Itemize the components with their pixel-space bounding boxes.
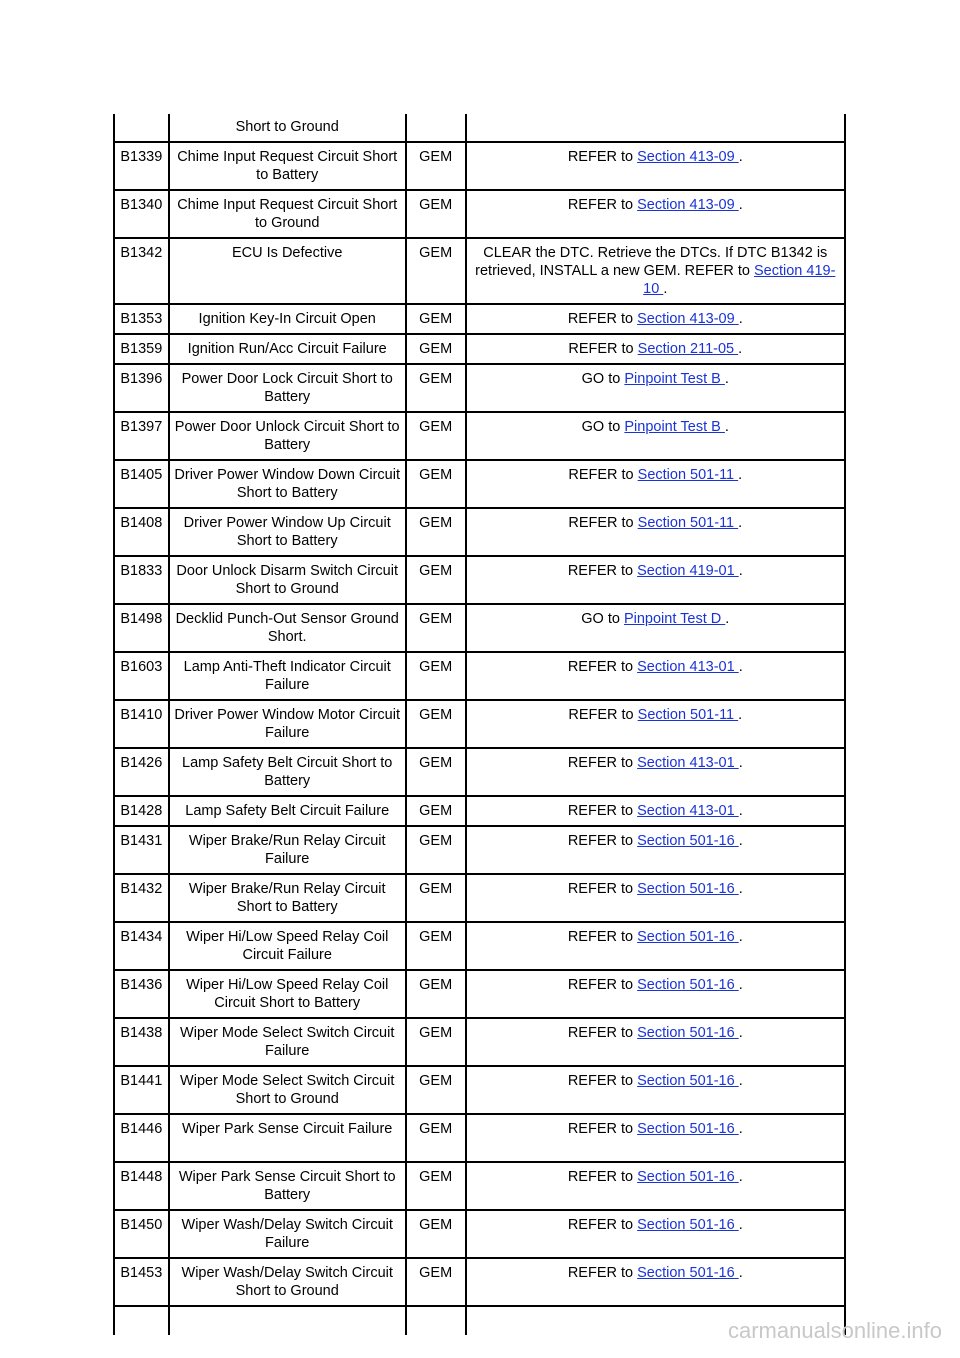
section-link[interactable]: Section 413-09 <box>637 311 739 327</box>
action-text: REFER to <box>567 659 638 675</box>
action-period: . <box>738 1217 743 1233</box>
dtc-code-cell: B1410 <box>114 700 169 748</box>
action-text: REFER to <box>567 311 638 327</box>
action-cell <box>466 364 845 412</box>
dtc-code-cell: B1339 <box>114 142 169 190</box>
action-period: . <box>738 659 743 675</box>
action-period: . <box>738 803 743 819</box>
action-cell <box>466 1210 845 1258</box>
module-cell: GEM <box>406 970 466 1018</box>
action-period: . <box>738 197 743 213</box>
action-cell <box>466 238 845 304</box>
dtc-code-cell: B1441 <box>114 1066 169 1114</box>
description-cell: Driver Power Window Down Circuit Short to Battery <box>169 460 406 508</box>
action-cell <box>466 970 845 1018</box>
action-text: REFER to <box>567 1265 638 1281</box>
dtc-code-cell: B1397 <box>114 412 169 460</box>
action-text: REFER to <box>567 755 638 771</box>
table-row <box>114 334 845 364</box>
table-row <box>114 190 845 238</box>
description-cell: Driver Power Window Up Circuit Short to Battery <box>169 508 406 556</box>
action-text: REFER to <box>568 515 638 531</box>
table-row <box>114 364 845 412</box>
empty-cell <box>114 1306 169 1335</box>
action-cell <box>466 190 845 238</box>
description-cell: Chime Input Request Circuit Short to Ground <box>169 190 406 238</box>
action-cell <box>466 508 845 556</box>
module-cell: GEM <box>406 1018 466 1066</box>
description-cell: Lamp Anti-Theft Indicator Circuit Failure <box>169 652 406 700</box>
module-cell: GEM <box>406 238 466 304</box>
description-cell: Lamp Safety Belt Circuit Failure <box>169 796 406 826</box>
dtc-code-cell: B1359 <box>114 334 169 364</box>
table-row <box>114 1066 845 1114</box>
action-text: REFER to <box>568 707 638 723</box>
description-cell: Wiper Mode Select Switch Circuit Short to Ground <box>169 1066 406 1114</box>
action-text: REFER to <box>567 929 638 945</box>
action-text: REFER to <box>567 1025 638 1041</box>
table-row <box>114 1162 845 1210</box>
action-period: . <box>738 1025 743 1041</box>
action-cell <box>466 1162 845 1210</box>
table-row <box>114 304 845 334</box>
table-row <box>114 460 845 508</box>
module-cell <box>406 114 466 142</box>
action-period: . <box>738 1169 743 1185</box>
action-cell <box>466 556 845 604</box>
action-text: CLEAR the DTC. Retrieve the DTCs. If DTC B1342 is retrieved, INSTALL a new GEM. REFER to <box>475 245 828 279</box>
action-period: . <box>738 149 743 165</box>
module-cell: GEM <box>406 460 466 508</box>
dtc-code-cell: B1396 <box>114 364 169 412</box>
dtc-code-cell: B1432 <box>114 874 169 922</box>
description-cell: Wiper Wash/Delay Switch Circuit Failure <box>169 1210 406 1258</box>
action-text: REFER to <box>567 803 638 819</box>
action-cell <box>466 1066 845 1114</box>
action-period: . <box>725 611 730 627</box>
section-link[interactable]: Section 413-01 <box>637 755 739 771</box>
table-row <box>114 1258 845 1306</box>
action-text: REFER to <box>567 977 638 993</box>
action-cell <box>466 796 845 826</box>
dtc-code-cell: B1353 <box>114 304 169 334</box>
table-row <box>114 874 845 922</box>
empty-cell <box>169 1306 406 1335</box>
action-period: . <box>724 419 729 435</box>
action-period: . <box>738 977 743 993</box>
dtc-table <box>113 114 846 1335</box>
module-cell: GEM <box>406 556 466 604</box>
dtc-code-cell: B1448 <box>114 1162 169 1210</box>
description-cell: Wiper Brake/Run Relay Circuit Failure <box>169 826 406 874</box>
module-cell: GEM <box>406 142 466 190</box>
section-link[interactable]: Pinpoint Test B <box>624 419 725 435</box>
action-cell <box>466 1258 845 1306</box>
action-period: . <box>738 467 743 483</box>
action-period: . <box>738 755 743 771</box>
action-text: REFER to <box>567 1121 638 1137</box>
description-cell: Short to Ground <box>169 114 406 142</box>
section-link[interactable]: Section 413-09 <box>637 149 739 165</box>
action-text: REFER to <box>567 881 638 897</box>
action-cell <box>466 748 845 796</box>
dtc-code-cell: B1450 <box>114 1210 169 1258</box>
section-link[interactable]: Section 501-11 <box>637 707 739 723</box>
module-cell: GEM <box>406 304 466 334</box>
action-text: REFER to <box>567 1217 638 1233</box>
action-cell <box>466 412 845 460</box>
section-link[interactable]: Section 501-16 <box>637 1073 739 1089</box>
description-cell: Driver Power Window Motor Circuit Failure <box>169 700 406 748</box>
action-cell <box>466 334 845 364</box>
action-period: . <box>738 1073 743 1089</box>
module-cell: GEM <box>406 1258 466 1306</box>
dtc-code-cell: B1438 <box>114 1018 169 1066</box>
description-cell: Wiper Wash/Delay Switch Circuit Short to Ground <box>169 1258 406 1306</box>
dtc-code-cell: B1428 <box>114 796 169 826</box>
module-cell: GEM <box>406 508 466 556</box>
dtc-code-cell: B1833 <box>114 556 169 604</box>
section-link[interactable]: Section 501-16 <box>637 1265 739 1281</box>
action-period: . <box>738 341 743 357</box>
dtc-code-cell: B1436 <box>114 970 169 1018</box>
section-link[interactable]: Section 501-16 <box>637 977 739 993</box>
description-cell: Door Unlock Disarm Switch Circuit Short to Ground <box>169 556 406 604</box>
action-cell <box>466 1114 845 1162</box>
table-row <box>114 1114 845 1162</box>
action-cell <box>466 304 845 334</box>
action-cell <box>466 1018 845 1066</box>
module-cell: GEM <box>406 412 466 460</box>
action-cell <box>466 114 845 142</box>
section-link[interactable]: Pinpoint Test D <box>623 611 726 627</box>
action-text: REFER to <box>567 1073 638 1089</box>
table-row <box>114 114 845 142</box>
action-period: . <box>738 1121 743 1137</box>
action-cell <box>466 604 845 652</box>
description-cell: Wiper Hi/Low Speed Relay Coil Circuit Short to Battery <box>169 970 406 1018</box>
section-link[interactable]: Section 413-01 <box>637 659 739 675</box>
module-cell: GEM <box>406 604 466 652</box>
action-period: . <box>724 371 729 387</box>
action-cell <box>466 700 845 748</box>
table-row <box>114 508 845 556</box>
empty-cell <box>406 1306 466 1335</box>
module-cell: GEM <box>406 796 466 826</box>
section-link[interactable]: Section 501-11 <box>637 467 739 483</box>
module-cell: GEM <box>406 334 466 364</box>
action-text: REFER to <box>568 467 638 483</box>
action-period: . <box>738 515 743 531</box>
dtc-table-body <box>114 114 845 1335</box>
description-cell: Wiper Brake/Run Relay Circuit Short to Battery <box>169 874 406 922</box>
section-link[interactable]: Section 501-16 <box>637 833 739 849</box>
action-text: REFER to <box>567 833 638 849</box>
action-period: . <box>738 833 743 849</box>
table-row <box>114 922 845 970</box>
description-cell: Wiper Hi/Low Speed Relay Coil Circuit Failure <box>169 922 406 970</box>
module-cell: GEM <box>406 364 466 412</box>
dtc-code-cell: B1342 <box>114 238 169 304</box>
action-period: . <box>738 1265 743 1281</box>
dtc-code-cell: B1603 <box>114 652 169 700</box>
table-row <box>114 826 845 874</box>
action-cell <box>466 142 845 190</box>
action-period: . <box>738 707 743 723</box>
description-cell: Chime Input Request Circuit Short to Battery <box>169 142 406 190</box>
module-cell: GEM <box>406 190 466 238</box>
action-period: . <box>738 929 743 945</box>
action-cell <box>466 652 845 700</box>
table-row <box>114 700 845 748</box>
dtc-code-cell: B1434 <box>114 922 169 970</box>
table-row <box>114 142 845 190</box>
description-cell: Wiper Park Sense Circuit Short to Battery <box>169 1162 406 1210</box>
table-row <box>114 1018 845 1066</box>
table-row <box>114 652 845 700</box>
section-link[interactable]: Section 413-09 <box>637 197 739 213</box>
module-cell: GEM <box>406 1210 466 1258</box>
section-link[interactable]: Section 419-01 <box>637 563 739 579</box>
module-cell: GEM <box>406 700 466 748</box>
table-row <box>114 970 845 1018</box>
dtc-code-cell: B1426 <box>114 748 169 796</box>
module-cell: GEM <box>406 1114 466 1162</box>
module-cell: GEM <box>406 1162 466 1210</box>
section-link[interactable]: Section 413-01 <box>637 803 739 819</box>
action-cell <box>466 826 845 874</box>
description-cell: Wiper Mode Select Switch Circuit Failure <box>169 1018 406 1066</box>
module-cell: GEM <box>406 748 466 796</box>
section-link[interactable]: Section 211-05 <box>637 341 739 357</box>
section-link[interactable]: Section 501-16 <box>637 1169 739 1185</box>
table-row <box>114 556 845 604</box>
table-row <box>114 412 845 460</box>
section-link[interactable]: Section 501-16 <box>637 1217 739 1233</box>
module-cell: GEM <box>406 826 466 874</box>
table-row <box>114 748 845 796</box>
module-cell: GEM <box>406 652 466 700</box>
action-text: REFER to <box>567 197 638 213</box>
action-period: . <box>738 563 743 579</box>
dtc-code-cell <box>114 114 169 142</box>
dtc-code-cell: B1453 <box>114 1258 169 1306</box>
dtc-code-cell: B1498 <box>114 604 169 652</box>
action-period: . <box>738 311 743 327</box>
action-cell <box>466 460 845 508</box>
description-cell: Wiper Park Sense Circuit Failure <box>169 1114 406 1162</box>
section-link[interactable]: Section 419-10 <box>643 263 836 297</box>
table-row <box>114 1210 845 1258</box>
section-link[interactable]: Section 501-16 <box>637 881 739 897</box>
dtc-code-cell: B1446 <box>114 1114 169 1162</box>
action-text: REFER to <box>568 341 638 357</box>
watermark: carmanualsonline.info <box>727 1318 942 1343</box>
dtc-code-cell: B1405 <box>114 460 169 508</box>
description-cell: Ignition Run/Acc Circuit Failure <box>169 334 406 364</box>
section-link[interactable]: Section 501-16 <box>637 1025 739 1041</box>
action-text: GO to <box>581 611 624 627</box>
action-text: GO to <box>581 371 625 387</box>
description-cell: Decklid Punch-Out Sensor Ground Short. <box>169 604 406 652</box>
action-cell <box>466 922 845 970</box>
table-row <box>114 238 845 304</box>
table-row <box>114 796 845 826</box>
dtc-code-cell: B1408 <box>114 508 169 556</box>
action-text: REFER to <box>567 1169 638 1185</box>
description-cell: Power Door Unlock Circuit Short to Battery <box>169 412 406 460</box>
section-link[interactable]: Section 501-11 <box>637 515 739 531</box>
table-row <box>114 604 845 652</box>
dtc-code-cell: B1431 <box>114 826 169 874</box>
description-cell: Ignition Key-In Circuit Open <box>169 304 406 334</box>
action-cell <box>466 874 845 922</box>
action-period: . <box>738 881 743 897</box>
section-link[interactable]: Pinpoint Test B <box>624 371 725 387</box>
action-text: REFER to <box>567 563 638 579</box>
description-cell: Power Door Lock Circuit Short to Battery <box>169 364 406 412</box>
section-link[interactable]: Section 501-16 <box>637 929 739 945</box>
module-cell: GEM <box>406 874 466 922</box>
section-link[interactable]: Section 501-16 <box>637 1121 739 1137</box>
description-cell: ECU Is Defective <box>169 238 406 304</box>
dtc-code-cell: B1340 <box>114 190 169 238</box>
module-cell: GEM <box>406 1066 466 1114</box>
action-period: . <box>663 281 668 297</box>
action-text: GO to <box>581 419 625 435</box>
description-cell: Lamp Safety Belt Circuit Short to Battery <box>169 748 406 796</box>
module-cell: GEM <box>406 922 466 970</box>
action-text: REFER to <box>567 149 638 165</box>
